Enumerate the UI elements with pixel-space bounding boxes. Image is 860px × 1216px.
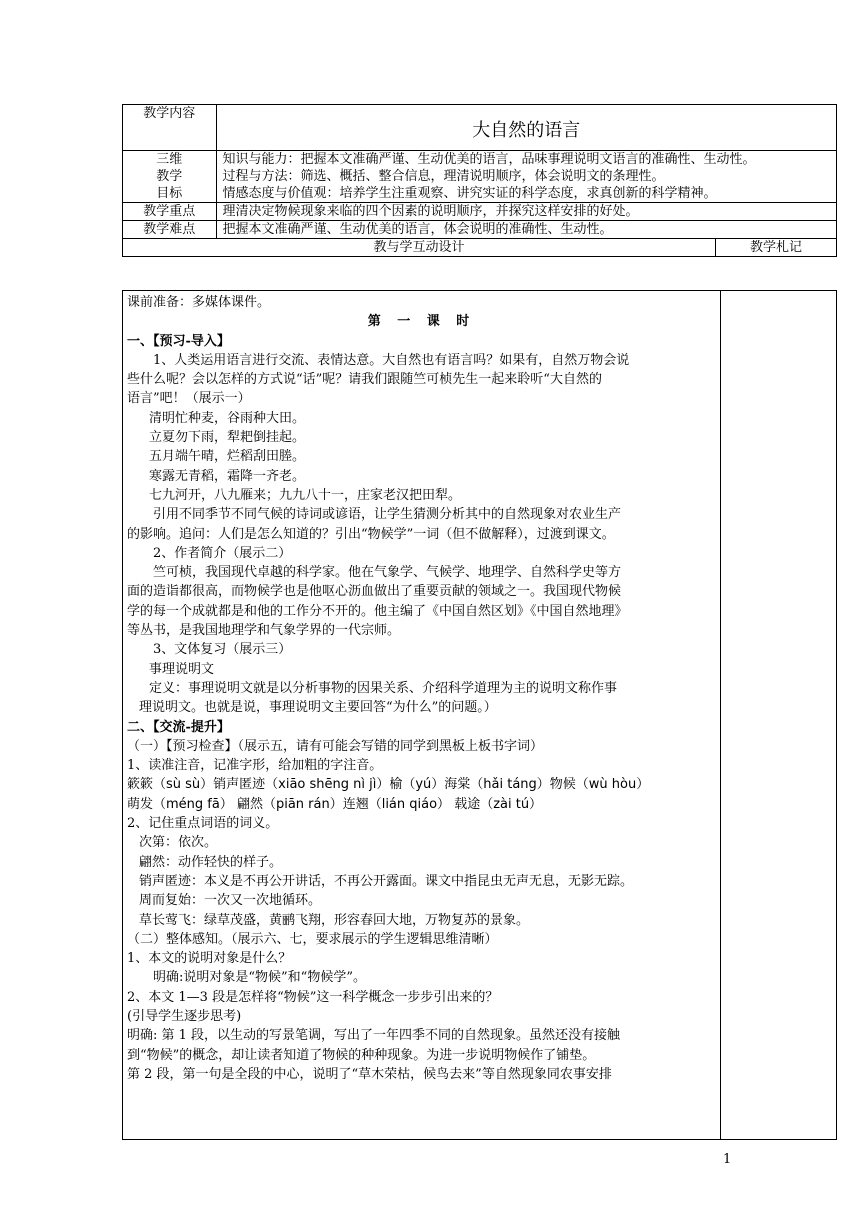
word-definition: 翩然：动作轻快的样子。 bbox=[139, 854, 283, 870]
pinyin-line: 萌发（méng fā） 翩然（piān rán）连翘（lián qiáo） 载途（zài tú） bbox=[127, 796, 543, 812]
answer-line: 第 2 段，第一句是全段的中心，说明了“草木荣枯，候鸟去来”等自然现象同农事安排 bbox=[127, 1066, 612, 1082]
intro-line: 些什么呢？会以怎样的方式说“话”呢？请我们跟随竺可桢先生一起来聆听“大自然的 bbox=[127, 372, 602, 388]
author-line: 等丛书，是我国地理学和气象学界的一代宗师。 bbox=[127, 623, 401, 639]
word-definition: 周而复始：一次又一次地循环。 bbox=[139, 893, 322, 909]
question-line: 1、读准注音，记准字形，给加粗的字注音。 bbox=[127, 758, 383, 774]
page-number: 1 bbox=[723, 1152, 732, 1167]
author-heading: 2、作者简介（展示二） bbox=[153, 545, 292, 561]
pinyin-line: 簌簌（sù sù）销声匿迹（xiāo shēng nì jì）榆（yú）海棠（hǎi táng）物候（wù hòu） bbox=[127, 777, 650, 793]
notes-column bbox=[721, 291, 837, 1140]
intro-line: 1、人类运用语言进行交流、表情达意。大自然也有语言吗？如果有，自然万物会说 bbox=[153, 352, 630, 368]
lesson-body bbox=[123, 291, 721, 1140]
preview-check-heading: （一）【预习检查】（展示五，请有可能会写错的同学到黑板上板书字词） bbox=[127, 738, 544, 754]
guide-line: 引用不同季节不同气候的诗词或谚语，让学生猜测分析其中的自然现象对农业生产 bbox=[153, 507, 622, 523]
prep-line: 课前准备：多媒体课件。 bbox=[127, 295, 271, 310]
genre-name: 事理说明文 bbox=[149, 661, 215, 677]
section-heading-1: 一、【预习-导入】 bbox=[127, 333, 230, 349]
word-definition: 次第：依次。 bbox=[139, 835, 218, 851]
goals-label: 三维 教学 目标 bbox=[123, 151, 217, 203]
guide-line: 的影响。追问：人们是怎么知道的？引出“物候学”一词（但不做解释），过渡到课文。 bbox=[127, 526, 615, 542]
genre-heading: 3、文体复习（展示三） bbox=[153, 642, 292, 658]
word-definition: 销声匿迹：本义是不再公开讲话，不再公开露面。课文中指昆虫无声无息，无影无踪。 bbox=[139, 873, 634, 889]
question-line: 2、本文 1—3 段是怎样将“物候”这一科学概念一步步引出来的？ bbox=[127, 989, 499, 1005]
goals-text: 知识与能力：把握本文准确严谨、生动优美的语言，品味事理说明文语言的准确性、生动性。 过程与方法：筛选、概括、整合信息，理清说明顺序，体会说明文的条理性。 情感态度与价值观：培养学生注重观察、讲究实证的科学态度，求真创新的科学精神。 bbox=[216, 151, 837, 203]
proverb-line: 立夏勿下雨，犁耙倒挂起。 bbox=[149, 430, 306, 446]
author-line: 竺可桢，我国现代卓越的科学家。他在气象学、气候学、地理学、自然科学史等方 bbox=[153, 565, 622, 581]
intro-line: 语言”吧！（展示一） bbox=[127, 391, 251, 407]
difficulty-text: 把握本文准确严谨、生动优美的语言，体会说明的准确性、生动性。 bbox=[216, 221, 837, 239]
word-definition: 草长莺飞：绿草茂盛，黄鹂飞翔，形容春回大地，万物复苏的景象。 bbox=[139, 912, 530, 928]
lesson-body-table bbox=[122, 290, 837, 1140]
proverb-line: 寒露无青稻，霜降一齐老。 bbox=[149, 468, 306, 484]
proverb-line: 七九河开，八九雁来；九九八十一，庄家老汉把田犁。 bbox=[149, 487, 462, 503]
section-heading-2: 二、【交流-提升】 bbox=[127, 719, 230, 735]
difficulty-label: 教学难点 bbox=[123, 221, 217, 239]
design-label: 教与学互动设计 bbox=[123, 239, 716, 257]
hint-line: (引导学生逐步思考) bbox=[127, 1008, 242, 1024]
proverb-line: 清明忙种麦，谷雨种大田。 bbox=[149, 410, 306, 426]
lesson-header-table bbox=[122, 104, 837, 257]
content-label: 教学内容 bbox=[123, 105, 217, 151]
overall-heading: （二）整体感知。（展示六、七，要求展示的学生逻辑思维清晰） bbox=[127, 931, 498, 947]
lesson-heading: 第 一 课 时 bbox=[367, 314, 476, 330]
question-line: 1、本文的说明对象是什么？ bbox=[127, 951, 292, 967]
lesson-title: 大自然的语言 bbox=[216, 105, 837, 151]
key-text: 理清决定物候现象来临的四个因素的说明顺序，并探究这样安排的好处。 bbox=[216, 203, 837, 221]
proverb-line: 五月端午晴，烂稻刮田塍。 bbox=[149, 449, 306, 465]
answer-line: 到“物候”的概念，却让读者知道了物候的种种现象。为进一步说明物候作了铺垫。 bbox=[127, 1047, 596, 1063]
answer-line: 明确:说明对象是“物候”和“物候学”。 bbox=[153, 970, 366, 986]
genre-definition: 定义：事理说明文就是以分析事物的因果关系、介绍科学道理为主的说明文称作事 bbox=[149, 680, 618, 696]
notes-label: 教学札记 bbox=[716, 239, 837, 257]
author-line: 学的每一个成就都是和他的工作分不开的。他主编了《中国自然区划》《中国自然地理》 bbox=[127, 603, 628, 619]
question-line: 2、记住重点词语的词义。 bbox=[127, 816, 279, 832]
author-line: 面的造诣都很高，而物候学也是他呕心沥血做出了重要贡献的领域之一。我国现代物候 bbox=[127, 584, 622, 600]
genre-definition: 理说明文。也就是说，事理说明文主要回答“为什么”的问题。） bbox=[139, 700, 497, 716]
key-label: 教学重点 bbox=[123, 203, 217, 221]
answer-line: 明确: 第 1 段，以生动的写景笔调，写出了一年四季不同的自然现象。虽然还没有接触 bbox=[127, 1028, 621, 1044]
